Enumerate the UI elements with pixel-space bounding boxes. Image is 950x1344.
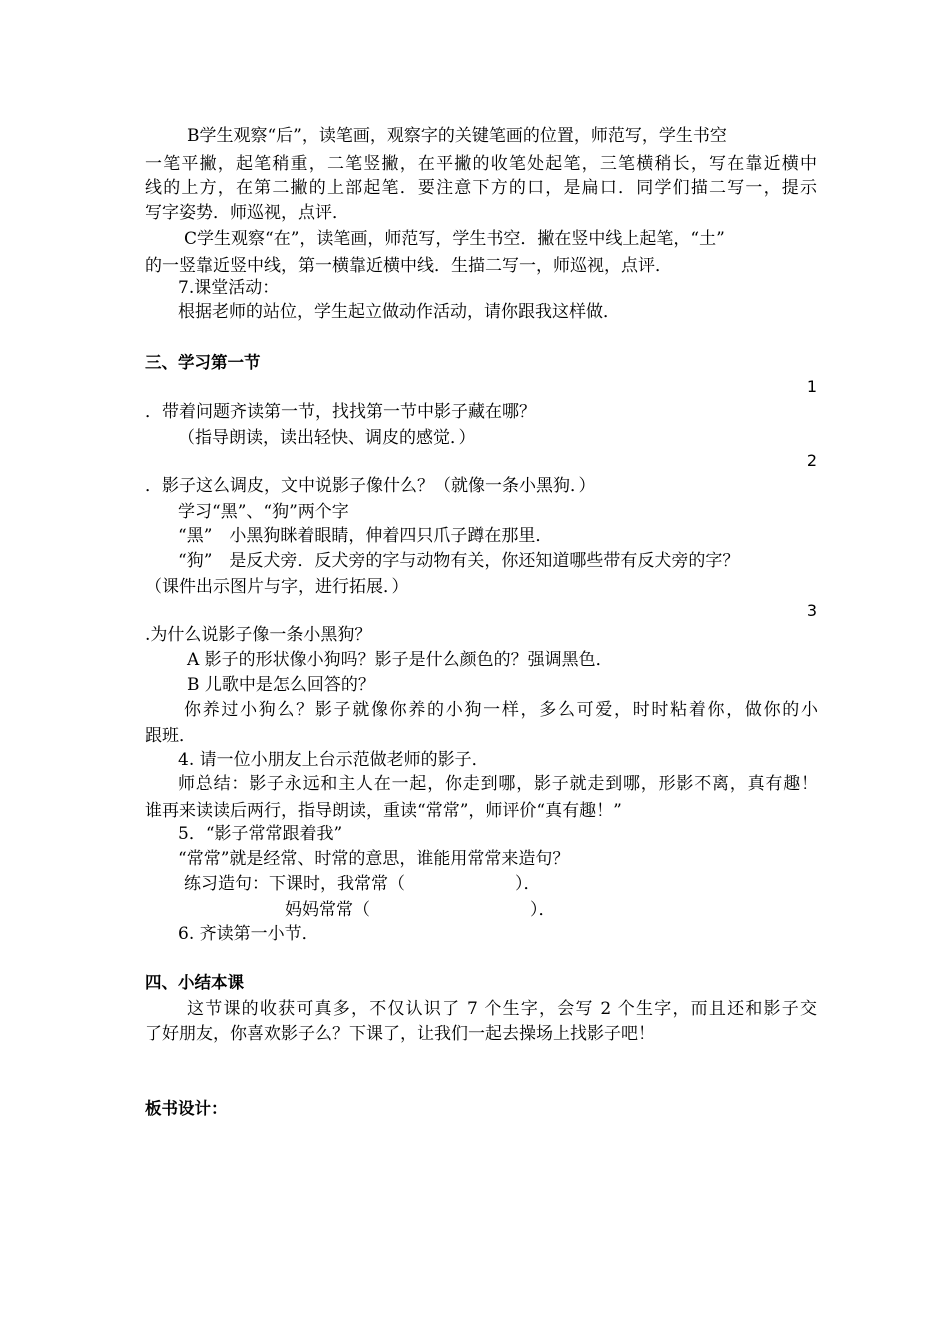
paragraph-line: 4. 请一位小朋友上台示范做老师的影子． bbox=[178, 750, 489, 770]
paragraph-line: 谁再来读读后两行，指导朗读，重读“常常”，师评价“真有趣！” bbox=[145, 801, 622, 821]
paragraph-line: 你养过小狗么？影子就像你养的小狗一样，多么可爱，时时粘着你，做你的小 bbox=[184, 700, 818, 720]
paragraph-line: B 儿歌中是怎么回答的？ bbox=[187, 675, 375, 695]
paragraph-line: 6. 齐读第一小节． bbox=[178, 924, 319, 944]
paragraph-line: ．影子这么调皮，文中说影子像什么？（就像一条小黑狗．） bbox=[145, 476, 596, 496]
practice-end: ）． bbox=[530, 900, 556, 920]
practice-end: ）． bbox=[515, 874, 541, 894]
paragraph-line: 一笔平撇，起笔稍重，二笔竖撇，在平撇的收笔处起笔，三笔横稍长，写在靠近横中 bbox=[145, 154, 817, 174]
paragraph-line: .为什么说影子像一条小黑狗？ bbox=[145, 625, 372, 645]
step-heading: 7.课堂活动： bbox=[178, 278, 280, 298]
section-heading: 板书设计： bbox=[145, 1099, 228, 1118]
paragraph-line: 跟班． bbox=[145, 726, 196, 746]
paragraph-line: 这节课的收获可真多，不仅认识了 7 个生字，会写 2 个生字，而且还和影子交 bbox=[187, 999, 817, 1019]
practice-prompt: 练习造句：下课时，我常常（ bbox=[184, 874, 405, 894]
paragraph-line: 根据老师的站位，学生起立做动作活动，请你跟我这样做． bbox=[178, 302, 620, 322]
paragraph-line: “狗” 是反犬旁．反犬旁的字与动物有关，你还知道哪些带有反犬旁的字？ bbox=[178, 551, 740, 571]
paragraph-line: A 影子的形状像小狗吗？影子是什么颜色的？强调黑色． bbox=[187, 650, 613, 670]
item-number: 3 bbox=[806, 601, 817, 620]
paragraph-line: “黑” 小黑狗眯着眼睛，伸着四只爪子蹲在那里． bbox=[178, 526, 553, 546]
practice-line bbox=[184, 872, 818, 896]
paragraph-line: （课件出示图片与字，进行拓展．） bbox=[145, 577, 409, 597]
paragraph-line: 了好朋友，你喜欢影子么？下课了，让我们一起去操场上找影子吧！ bbox=[145, 1024, 655, 1044]
section-heading: 三、学习第一节 bbox=[145, 353, 261, 372]
paragraph-line: （指导朗读，读出轻快、调皮的感觉．） bbox=[178, 428, 476, 448]
paragraph-line: B学生观察“后”，读笔画，观察字的关键笔画的位置，师范写，学生书空 bbox=[187, 126, 727, 146]
paragraph-line: ．带着问题齐读第一节，找找第一节中影子藏在哪？ bbox=[145, 402, 536, 422]
paragraph-line: 写字姿势．师巡视，点评． bbox=[145, 203, 349, 223]
paragraph-line: 学习“黑”、“狗”两个字 bbox=[178, 502, 349, 522]
paragraph-line: 师总结：影子永远和主人在一起，你走到哪，影子就走到哪，形影不离，真有趣！ bbox=[178, 774, 818, 794]
item-number: 2 bbox=[806, 451, 817, 470]
section-heading: 四、小结本课 bbox=[145, 973, 244, 992]
practice-line bbox=[285, 898, 825, 922]
paragraph-line: C学生观察“在”，读笔画，师范写，学生书空．撇在竖中线上起笔，“土” bbox=[184, 229, 725, 249]
paragraph-line: 5．“影子常常跟着我” bbox=[178, 824, 343, 844]
paragraph-line: 的一竖靠近竖中线，第一横靠近横中线．生描二写一，师巡视，点评． bbox=[145, 256, 672, 276]
practice-prompt: 妈妈常常（ bbox=[285, 900, 370, 920]
item-number: 1 bbox=[806, 377, 817, 396]
paragraph-line: 线的上方，在第二撇的上部起笔．要注意下方的口，是扁口．同学们描二写一，提示 bbox=[145, 178, 817, 198]
paragraph-line: “常常”就是经常、时常的意思，谁能用常常来造句？ bbox=[178, 849, 570, 869]
